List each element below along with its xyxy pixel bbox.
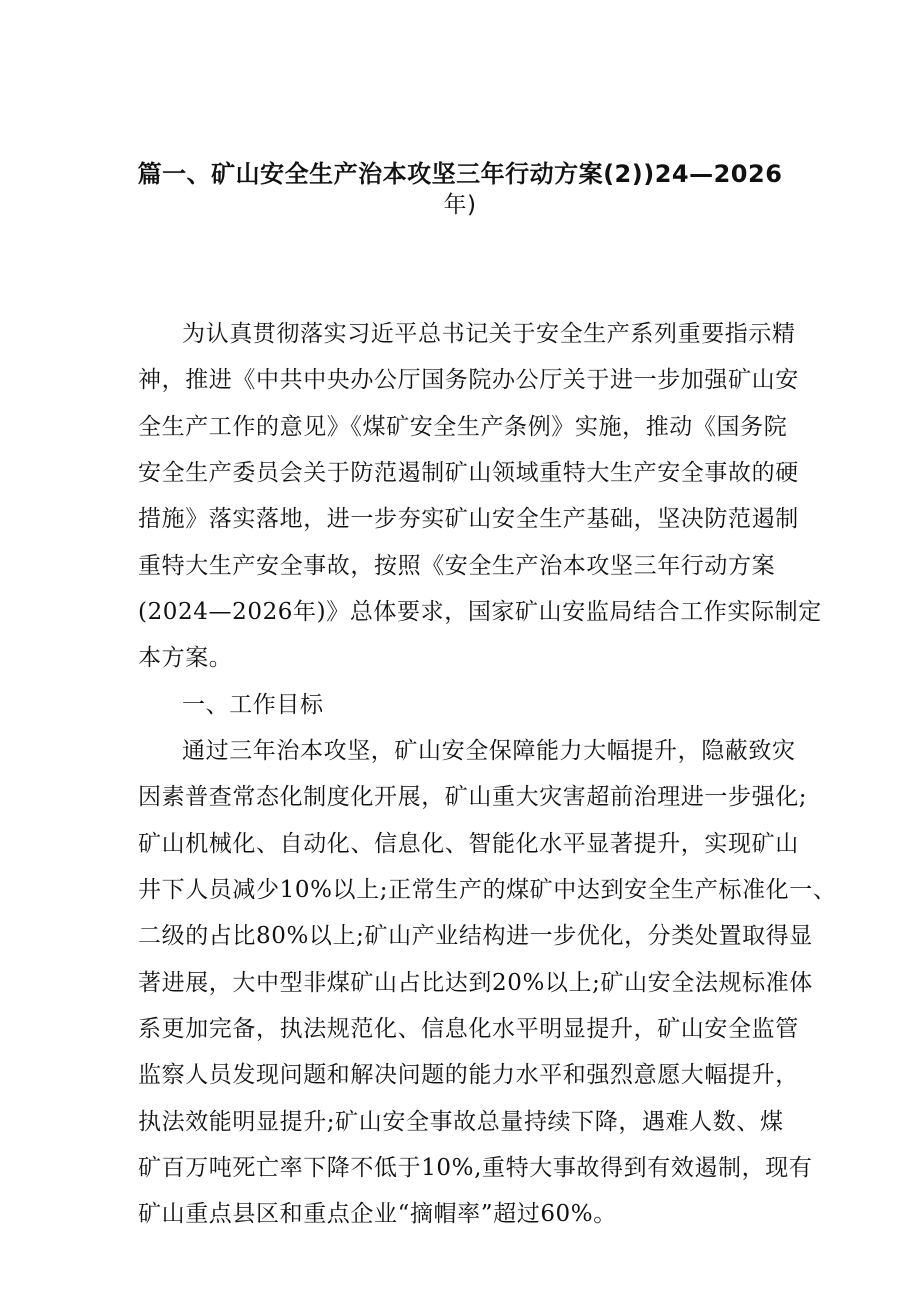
paragraph-intro-line-4: 安全生产委员会关于防范遏制矿山领域重特大生产安全事故的硬 xyxy=(138,460,799,486)
document-title-line-1: 篇一、矿山安全生产治本攻坚三年行动方案(2))24—2026 xyxy=(137,160,783,188)
paragraph-intro-line-1: 为认真贯彻落实习近平总书记关于安全生产系列重要指示精 xyxy=(182,321,796,347)
paragraph-intro-line-2: 神，推进《中共中央办公厅国务院办公厅关于进一步加强矿山安 xyxy=(138,367,799,393)
paragraph-goals-line-10: 矿百万吨死亡率下降不低于10%,重特大事故得到有效遏制，现有 xyxy=(138,1155,813,1181)
paragraph-goals-line-2: 因素普查常态化制度化开展，矿山重大灾害超前治理进一步强化; xyxy=(138,784,808,810)
paragraph-intro-line-8: 本方案。 xyxy=(138,645,233,671)
paragraph-goals-line-3: 矿山机械化、自动化、信息化、智能化水平显著提升，实现矿山 xyxy=(138,831,799,857)
paragraph-intro-line-3: 全生产工作的意见》《煤矿安全生产条例》实施，推动《国务院 xyxy=(138,414,788,440)
paragraph-goals-line-9: 执法效能明显提升;矿山安全事故总量持续下降，遇难人数、煤 xyxy=(138,1109,784,1135)
paragraph-intro-line-6: 重特大生产安全事故，按照《安全生产治本攻坚三年行动方案 xyxy=(138,553,776,579)
paragraph-goals-line-1: 通过三年治本攻坚，矿山安全保障能力大幅提升，隐蔽致灾 xyxy=(182,738,796,764)
paragraph-goals-line-7: 系更加完备，执法规范化、信息化水平明显提升，矿山安全监管 xyxy=(138,1016,799,1042)
paragraph-goals-line-4: 井下人员减少10%以上;正常生产的煤矿中达到安全生产标准化一、 xyxy=(138,877,837,903)
paragraph-goals-line-5: 二级的占比80%以上;矿山产业结构进一步优化，分类处置取得显 xyxy=(138,923,813,949)
paragraph-goals-line-11: 矿山重点县区和重点企业“摘帽率”超过60%。 xyxy=(138,1201,617,1227)
section-heading-work-goals: 一、工作目标 xyxy=(182,692,324,718)
document-title-line-2: 年) xyxy=(443,192,477,218)
paragraph-intro-line-7: (2024—2026年)》总体要求，国家矿山安监局结合工作实际制定 xyxy=(138,599,822,625)
paragraph-goals-line-6: 著进展，大中型非煤矿山占比达到20%以上;矿山安全法规标准体 xyxy=(138,970,813,996)
paragraph-intro-line-5: 措施》落实落地，进一步夯实矿山安全生产基础，坚决防范遏制 xyxy=(138,506,799,532)
paragraph-goals-line-8: 监察人员发现问题和解决问题的能力水平和强烈意愿大幅提升， xyxy=(138,1062,799,1088)
